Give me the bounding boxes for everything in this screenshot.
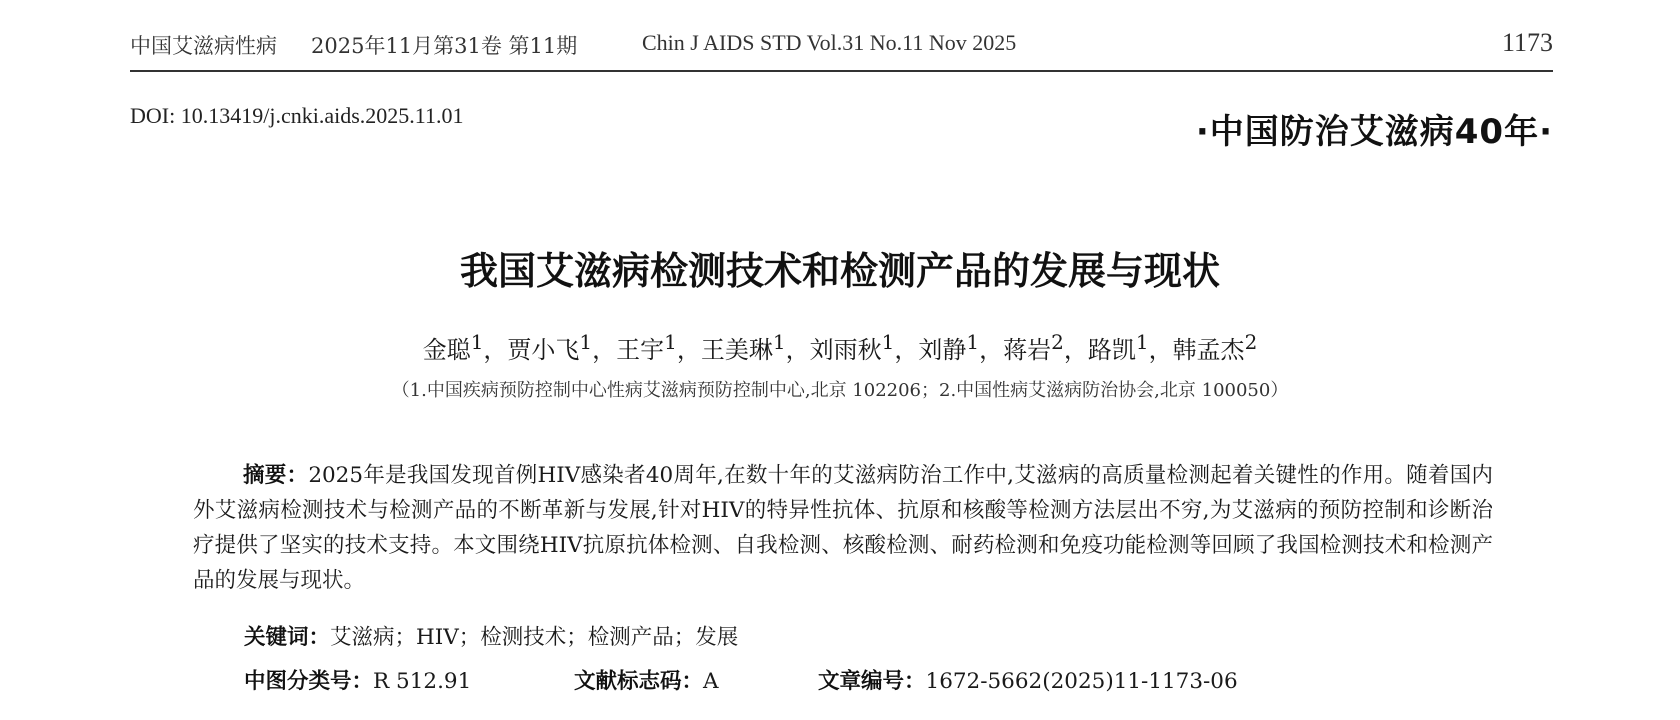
classification-number [244,664,471,695]
abstract [193,458,1493,598]
author-name: 刘雨秋 [809,336,882,364]
doi-line: DOI: 10.13419/j.cnki.aids.2025.11.01 [130,103,464,128]
author-name: 韩孟杰 [1172,336,1245,364]
author-name: 贾小飞 [507,336,580,364]
page-number: 1173 [1501,28,1553,57]
author-name: 刘静 [918,336,967,364]
author-name: 蒋岩 [1003,336,1052,364]
author-name: 金聪 [422,336,471,364]
author-name: 王宇 [616,336,665,364]
author-name: 王美琳 [700,336,773,364]
keywords [244,620,738,651]
abstract-label: 摘要： [243,463,309,488]
abstract-text: 2025年是我国发现首例HIV感染者40周年,在数十年的艾滋病防治工作中,艾滋病的高质量检测起着关键性的作用。随着国内外艾滋病检测技术与检测产品的不断革新与发展,针对HIV的特异性抗体、抗原和核酸等检测方法层出不穷,为艾滋病的预防控制和诊断治疗提供了坚实的技术支持。本文围绕HIV抗原抗体检测、自我检测、核酸检测、耐药检测和免疫功能检测等回顾了我国检测技术和检测产品的发展与现状。 [193,463,1493,593]
journal-name-en: Chin J AIDS STD Vol.31 No.11 Nov 2025 [642,30,1017,55]
article-number-value: 1672-5662(2025)11-1173-06 [925,669,1238,694]
author-affiliation-mark: 1 [1135,330,1149,354]
author-affiliation-mark: 1 [881,330,895,354]
author-list: 金聪$^1$，贾小飞$^1$，王宇$^1$，王美琳$^1$，刘雨秋$^1$，刘静$^1$，蒋岩$^2$，路凯$^1$，韩孟杰$^2$ [422,330,1258,364]
author-affiliation-mark: 2 [1244,330,1258,354]
column-tag: ·中国防治艾滋病40年· [1195,112,1553,152]
author-affiliation-mark: 1 [470,330,484,354]
running-header [130,28,1553,62]
document-code-value: A [703,669,719,694]
header-rule [130,70,1553,72]
article-title: 我国艾滋病检测技术和检测产品的发展与现状 [459,249,1220,293]
keywords-text: 艾滋病；HIV；检测技术；检测产品；发展 [330,625,739,650]
author-affiliation-mark: 2 [1051,330,1064,354]
author-affiliation-mark: 1 [664,330,677,354]
journal-name-cn: 中国艾滋病性病 [130,34,277,58]
affiliations: （1.中国疾病预防控制中心性病艾滋病预防控制中心,北京 102206；2.中国性病艾滋病防治协会,北京 100050） [391,380,1289,401]
classification-label: 中图分类号： [244,669,374,694]
author-affiliation-mark: 1 [579,330,593,354]
document-code-label: 文献标志码： [574,669,704,694]
classification-value: R 512.91 [373,669,472,694]
author-affiliation-mark: 1 [772,330,786,354]
keywords-label: 关键词： [244,625,331,650]
author-name: 路凯 [1087,336,1136,364]
author-affiliation-mark: 1 [966,330,980,354]
document-code [574,664,719,695]
issue-info-cn: 2025年11月第31卷 第11期 [311,34,578,58]
article-number [818,664,1238,695]
article-number-label: 文章编号： [818,669,926,694]
